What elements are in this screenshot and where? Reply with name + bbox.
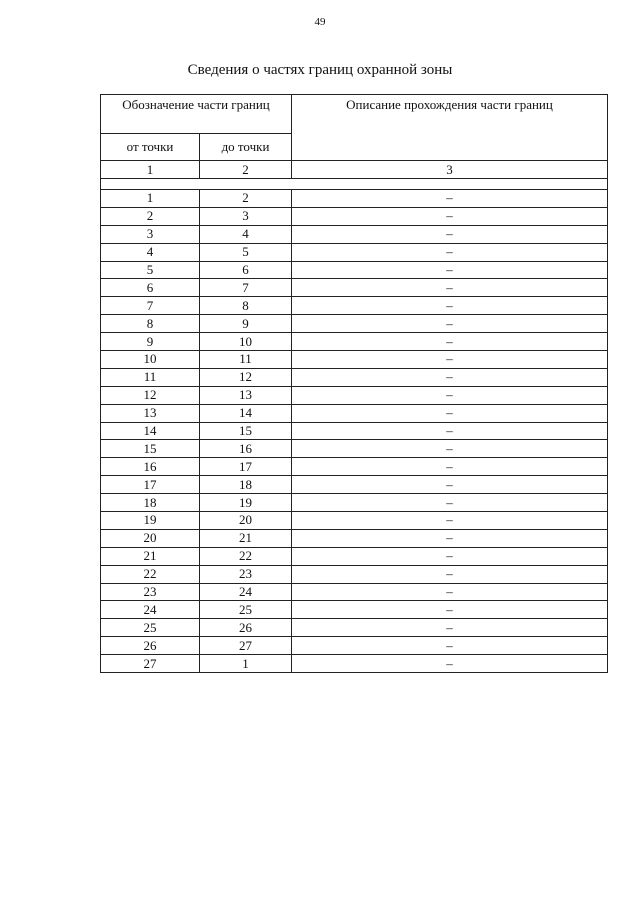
header-to-point: до точки: [200, 134, 292, 161]
table-row: [101, 207, 608, 225]
to-point-cell: 21: [200, 529, 292, 547]
description-cell: –: [292, 404, 608, 422]
table-row: [101, 225, 608, 243]
description-cell: –: [292, 547, 608, 565]
to-point-cell: 3: [200, 207, 292, 225]
from-point-cell: 24: [101, 601, 200, 619]
to-point-cell: 10: [200, 333, 292, 351]
from-point-cell: 15: [101, 440, 200, 458]
table-row: [101, 333, 608, 351]
table-header-row: [101, 95, 608, 134]
from-point-cell: 20: [101, 529, 200, 547]
from-point-cell: 26: [101, 637, 200, 655]
description-cell: –: [292, 529, 608, 547]
description-cell: –: [292, 243, 608, 261]
from-point-cell: 7: [101, 297, 200, 315]
boundary-parts-table: [100, 94, 608, 673]
to-point-cell: 15: [200, 422, 292, 440]
to-point-cell: 13: [200, 386, 292, 404]
table-row: [101, 583, 608, 601]
to-point-cell: 2: [200, 190, 292, 208]
spacer-row: [101, 179, 608, 190]
from-point-cell: 6: [101, 279, 200, 297]
from-point-cell: 23: [101, 583, 200, 601]
description-cell: –: [292, 368, 608, 386]
to-point-cell: 20: [200, 512, 292, 530]
description-cell: –: [292, 637, 608, 655]
from-point-cell: 25: [101, 619, 200, 637]
description-cell: –: [292, 225, 608, 243]
description-cell: –: [292, 494, 608, 512]
column-number: 3: [292, 161, 608, 179]
table-row: [101, 458, 608, 476]
from-point-cell: 3: [101, 225, 200, 243]
description-cell: –: [292, 386, 608, 404]
table-row: [101, 261, 608, 279]
to-point-cell: 5: [200, 243, 292, 261]
column-number: 1: [101, 161, 200, 179]
header-description: Описание прохождения части границ: [292, 95, 608, 161]
table-row: [101, 386, 608, 404]
description-cell: –: [292, 583, 608, 601]
from-point-cell: 9: [101, 333, 200, 351]
description-cell: –: [292, 565, 608, 583]
from-point-cell: 5: [101, 261, 200, 279]
table-row: [101, 619, 608, 637]
description-cell: –: [292, 279, 608, 297]
from-point-cell: 14: [101, 422, 200, 440]
table-row: [101, 351, 608, 369]
to-point-cell: 7: [200, 279, 292, 297]
description-cell: –: [292, 333, 608, 351]
to-point-cell: 17: [200, 458, 292, 476]
to-point-cell: 9: [200, 315, 292, 333]
from-point-cell: 21: [101, 547, 200, 565]
description-cell: –: [292, 476, 608, 494]
description-cell: –: [292, 512, 608, 530]
from-point-cell: 12: [101, 386, 200, 404]
table-row: [101, 404, 608, 422]
column-number: 2: [200, 161, 292, 179]
to-point-cell: 22: [200, 547, 292, 565]
to-point-cell: 23: [200, 565, 292, 583]
to-point-cell: 1: [200, 655, 292, 673]
to-point-cell: 8: [200, 297, 292, 315]
from-point-cell: 10: [101, 351, 200, 369]
spacer-cell: [101, 179, 608, 190]
table-row: [101, 655, 608, 673]
to-point-cell: 6: [200, 261, 292, 279]
table-row: [101, 601, 608, 619]
description-cell: –: [292, 601, 608, 619]
from-point-cell: 22: [101, 565, 200, 583]
description-cell: –: [292, 190, 608, 208]
table-row: [101, 565, 608, 583]
table-row: [101, 512, 608, 530]
from-point-cell: 8: [101, 315, 200, 333]
table-row: [101, 440, 608, 458]
from-point-cell: 27: [101, 655, 200, 673]
description-cell: –: [292, 261, 608, 279]
document-title: Сведения о частях границ охранной зоны: [187, 62, 453, 78]
column-number-row: [101, 161, 608, 179]
table-row: [101, 476, 608, 494]
description-cell: –: [292, 422, 608, 440]
to-point-cell: 25: [200, 601, 292, 619]
from-point-cell: 16: [101, 458, 200, 476]
description-cell: –: [292, 619, 608, 637]
from-point-cell: 1: [101, 190, 200, 208]
table-row: [101, 529, 608, 547]
table-row: [101, 190, 608, 208]
description-cell: –: [292, 315, 608, 333]
to-point-cell: 26: [200, 619, 292, 637]
to-point-cell: 18: [200, 476, 292, 494]
header-designation: Обозначение части границ: [101, 95, 292, 134]
table-row: [101, 315, 608, 333]
table-row: [101, 494, 608, 512]
description-cell: –: [292, 655, 608, 673]
from-point-cell: 2: [101, 207, 200, 225]
to-point-cell: 19: [200, 494, 292, 512]
description-cell: –: [292, 440, 608, 458]
description-cell: –: [292, 297, 608, 315]
table-row: [101, 547, 608, 565]
to-point-cell: 27: [200, 637, 292, 655]
from-point-cell: 11: [101, 368, 200, 386]
table-row: [101, 297, 608, 315]
to-point-cell: 11: [200, 351, 292, 369]
description-cell: –: [292, 207, 608, 225]
table-row: [101, 368, 608, 386]
table-row: [101, 243, 608, 261]
table-row: [101, 637, 608, 655]
table-row: [101, 422, 608, 440]
from-point-cell: 18: [101, 494, 200, 512]
to-point-cell: 16: [200, 440, 292, 458]
from-point-cell: 13: [101, 404, 200, 422]
description-cell: –: [292, 458, 608, 476]
to-point-cell: 4: [200, 225, 292, 243]
page-number: 49: [314, 16, 326, 28]
from-point-cell: 17: [101, 476, 200, 494]
to-point-cell: 14: [200, 404, 292, 422]
header-from-point: от точки: [101, 134, 200, 161]
table-row: [101, 279, 608, 297]
from-point-cell: 19: [101, 512, 200, 530]
to-point-cell: 12: [200, 368, 292, 386]
from-point-cell: 4: [101, 243, 200, 261]
to-point-cell: 24: [200, 583, 292, 601]
description-cell: –: [292, 351, 608, 369]
